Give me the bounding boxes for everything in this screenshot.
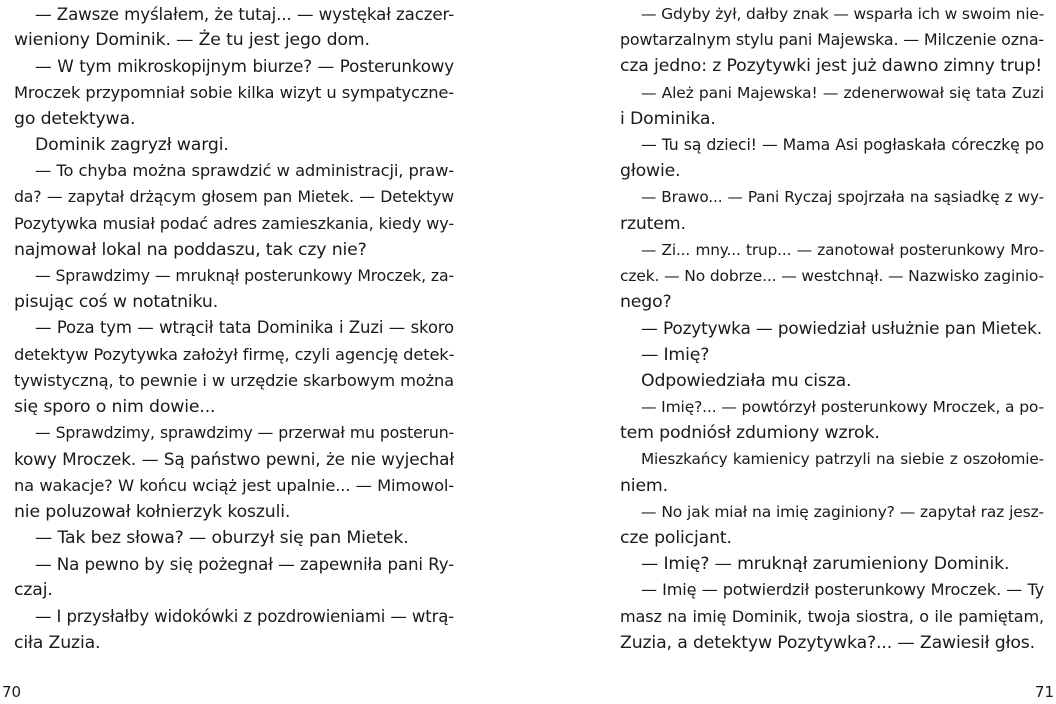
text-line: — Ależ pani Majewska! — zdenerwował się tata Zuzi [641, 83, 1044, 102]
text-line: rzutem. [620, 213, 686, 234]
text-line: na wakacje? W końcu wciąż jest upalnie... — Mimowol- [14, 475, 454, 495]
text-line: najmował lokal na poddaszu, tak czy nie? [14, 239, 367, 260]
text-line: — Imię? — mruknął zarumieniony Dominik. [641, 554, 1010, 575]
text-line: Dominik zagryzł wargi. [35, 135, 229, 155]
text-line: tywistyczną, to pewnie i w urzędzie skarbowym można [14, 370, 454, 390]
text-line: — To chyba można sprawdzić w administracji, praw- [35, 161, 454, 181]
text-line: tem podniósł zdumiony wzrok. [620, 423, 880, 444]
text-line: głowie. [620, 161, 681, 182]
text-line: — Imię?... — powtórzył posterunkowy Mroczek, a po- [641, 398, 1044, 416]
text-line: — Zawsze myślałem, że tutaj... — wystękał zaczer- [35, 4, 454, 24]
text-line: — Sprawdzimy, sprawdzimy — przerwał mu posterun- [35, 423, 454, 443]
text-line: detektyw Pozytywka założył firmę, czyli agencję detek- [14, 344, 455, 364]
text-line: Mieszkańcy kamienicy patrzyli na siebie z oszołomie- [641, 450, 1044, 469]
text-line: — Tu są dzieci! — Mama Asi pogłaskała córeczkę po [641, 135, 1044, 154]
text-line: — Gdyby żył, dałby znak — wsparła ich w swoim nie- [641, 5, 1045, 23]
text-line: — Imię? [641, 344, 710, 365]
text-line: go detektywa. [14, 108, 136, 129]
text-line: Pozytywka musiał podać adres zamieszkania, kiedy wy- [14, 213, 454, 233]
text-line: — Na pewno by się pożegnał — zapewniła pani Ry- [35, 554, 454, 575]
text-line: — Imię — potwierdził posterunkowy Mroczek. — Ty [641, 580, 1044, 600]
text-line: da? — zapytał drżącym głosem pan Mietek. — Detektyw [14, 187, 454, 207]
text-line: masz na imię Dominik, twoja siostra, o ile pamiętam, [620, 606, 1044, 626]
text-line: i Dominika. [620, 108, 716, 129]
text-line: — W tym mikroskopijnym biurze? — Posterunkowy [35, 56, 454, 77]
text-line: — Pozytywka — powiedział usłużnie pan Mietek. [641, 318, 1042, 339]
text-line: czek. — No dobrze... — westchnął. — Nazwisko zaginio- [620, 267, 1044, 285]
text-line: kowy Mroczek. — Są państwo pewni, że nie wyjechał [14, 449, 454, 470]
page-number-right: 71 [1034, 683, 1054, 701]
text-line: cza jedno: z Pozytywki jest już dawno zimny trup! [620, 56, 1043, 77]
text-line: — Brawo... — Pani Ryczaj spojrzała na sąsiadkę z wy- [641, 188, 1044, 207]
text-line: nego? [620, 292, 672, 313]
text-line: — Poza tym — wtrącił tata Dominika i Zuzi — skoro [35, 318, 454, 338]
text-line: Mroczek przypomniał sobie kilka wizyt u sympatyczne- [14, 82, 454, 102]
text-line: Zuzia, a detektyw Pozytywka?... — Zawiesił głos. [620, 632, 1035, 653]
text-line: — I przysłałby widokówki z pozdrowieniami — wtrą- [35, 606, 454, 626]
text-line: nie poluzował kołnierzyk koszuli. [14, 501, 291, 522]
page-number-left: 70 [2, 683, 22, 701]
text-line: powtarzalnym stylu pani Majewska. — Milczenie ozna- [620, 30, 1044, 50]
text-line: — No jak miał na imię zaginiony? — zapytał raz jesz- [641, 502, 1044, 521]
text-line: — Tak bez słowa? — oburzył się pan Mietek. [35, 528, 409, 548]
text-line: wieniony Dominik. — Że tu jest jego dom. [14, 30, 370, 51]
text-line: czaj. [14, 580, 53, 601]
text-line: się sporo o nim dowie... [14, 397, 216, 417]
text-line: Odpowiedziała mu cisza. [641, 370, 852, 391]
text-line: niem. [620, 475, 668, 496]
text-line: cze policjant. [620, 528, 732, 548]
text-line: — Sprawdzimy — mruknął posterunkowy Mroczek, za- [35, 266, 454, 285]
text-line: — Zi... mny... trup... — zanotował posterunkowy Mro- [641, 240, 1044, 259]
text-line: ciła Zuzia. [14, 632, 101, 653]
text-line: pisując coś w notatniku. [14, 292, 219, 313]
